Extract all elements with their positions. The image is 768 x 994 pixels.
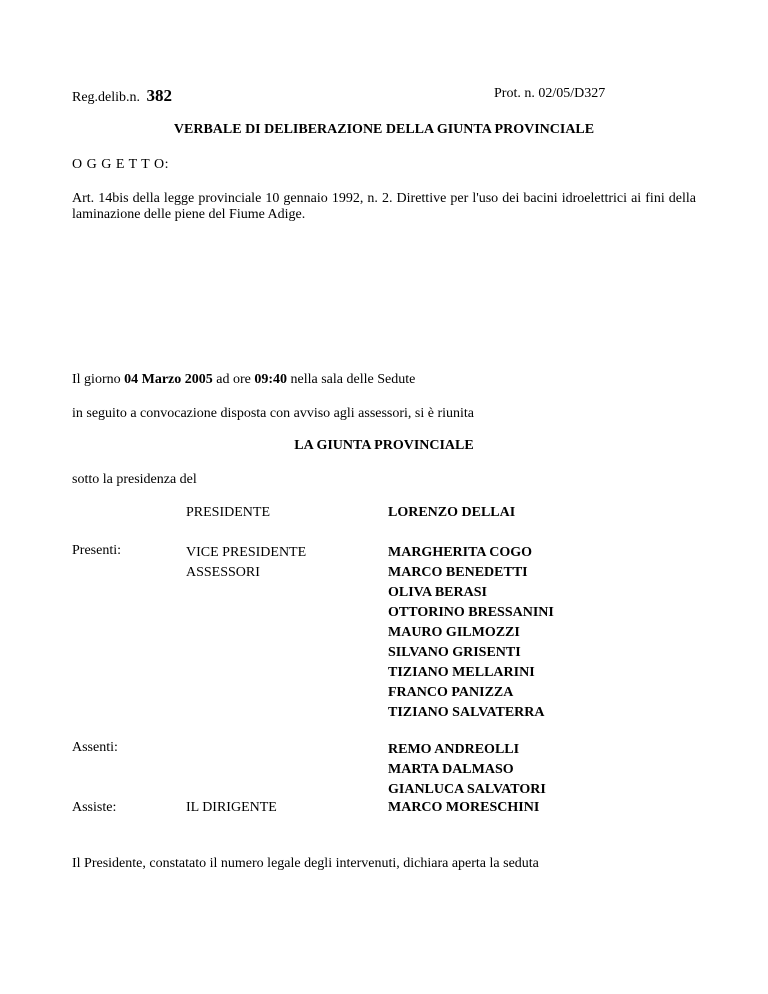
member-name: MARCO BENEDETTI [388, 565, 528, 580]
member-name: MAURO GILMOZZI [388, 625, 520, 640]
role-assessori: ASSESSORI [186, 565, 260, 580]
registration [72, 86, 172, 107]
protocol-number: Prot. n. 02/05/D327 [494, 86, 606, 101]
absent-name: REMO ANDREOLLI [388, 742, 520, 757]
member-name: TIZIANO SALVATERRA [388, 705, 545, 720]
giunta-heading: LA GIUNTA PROVINCIALE [294, 438, 474, 453]
absent-name: MARTA DALMASO [388, 762, 514, 777]
presenti-label: Presenti: [72, 543, 121, 558]
member-name: SILVANO GRISENTI [388, 645, 521, 660]
member-name: OLIVA BERASI [388, 585, 487, 600]
subject-text: Art. 14bis della legge provinciale 10 gennaio 1992, n. 2. Direttive per l'uso dei bacini idroelettrici ai fini della laminazione delle piene del Fiume Adige. [72, 191, 696, 222]
absent-name: GIANLUCA SALVATORI [388, 782, 546, 797]
member-name: TIZIANO MELLARINI [388, 665, 535, 680]
assenti-names [388, 740, 546, 800]
president-role: PRESIDENTE [186, 505, 270, 520]
presenti-roles [186, 543, 306, 583]
oggetto-label: O G G E T T O: [72, 157, 169, 172]
convocation-text: in seguito a convocazione disposta con avviso agli assessori, si è riunita [72, 406, 475, 421]
assiste-role: IL DIRIGENTE [186, 800, 277, 815]
member-name: FRANCO PANIZZA [388, 685, 514, 700]
presidenza-text: sotto la presidenza del [72, 472, 197, 487]
assiste-name: MARCO MORESCHINI [388, 800, 540, 815]
presenti-names [388, 543, 554, 723]
member-name: MARGHERITA COGO [388, 545, 533, 560]
member-name: OTTORINO BRESSANINI [388, 605, 554, 620]
session-line [72, 372, 415, 389]
assenti-label: Assenti: [72, 740, 118, 755]
session-middle: ad ore [212, 372, 255, 387]
closing-text: Il Presidente, constatato il numero legale degli intervenuti, dichiara aperta la seduta [72, 856, 539, 871]
role-vice-presidente: VICE PRESIDENTE [186, 545, 307, 560]
session-suffix: nella sala delle Sedute [287, 372, 416, 387]
reg-number: 382 [146, 86, 173, 105]
session-prefix: Il giorno [72, 372, 125, 387]
reg-label: Reg.delib.n. [72, 90, 141, 105]
document-title: VERBALE DI DELIBERAZIONE DELLA GIUNTA PROVINCIALE [173, 122, 595, 137]
president-name: LORENZO DELLAI [388, 505, 516, 520]
session-date: 04 Marzo 2005 [124, 372, 213, 387]
session-time: 09:40 [254, 372, 288, 387]
assiste-label: Assiste: [72, 800, 117, 815]
